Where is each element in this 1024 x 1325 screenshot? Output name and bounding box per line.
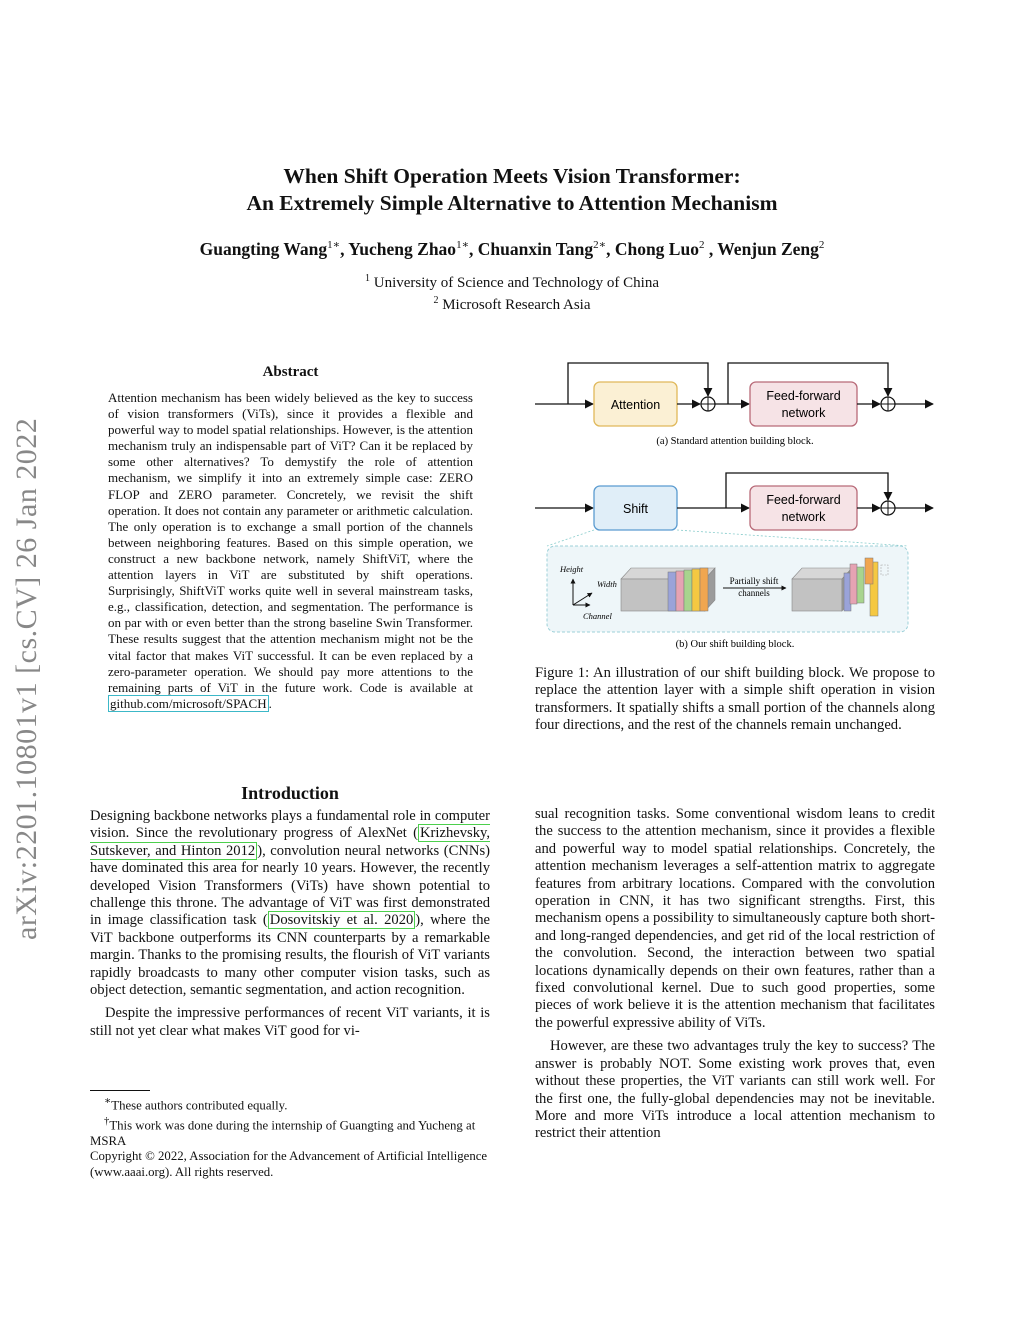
footnote-2-text: This work was done during the internship of Guangting and Yucheng at MSRA	[90, 1118, 476, 1148]
footnote-2-mark: †	[104, 1115, 110, 1127]
author-3: , Chuanxin Tang	[469, 238, 594, 259]
intro-left-column	[90, 808, 490, 1040]
ffn-a-line2: network	[781, 406, 826, 420]
author-2-sup: 1∗	[456, 239, 470, 251]
affiliations	[0, 270, 1024, 314]
author-1: Guangting Wang	[199, 238, 328, 259]
zoom-line-left	[547, 530, 594, 546]
caption-a: (a) Standard attention building block.	[656, 436, 814, 447]
author-list	[0, 238, 1024, 260]
channel-label: Channel	[583, 611, 612, 621]
copyright-notice: Copyright © 2022, Association for the Advancement of Artificial Intelligence (www.aaai.org). All rights reserved.	[90, 1149, 488, 1179]
ffn-b-line2: network	[781, 510, 826, 524]
footnote-rule	[90, 1090, 150, 1091]
partial-shift-line1: Partially shift	[729, 576, 779, 586]
author-4-sup: 2	[698, 239, 705, 251]
affiliation-2-name: Microsoft Research Asia	[438, 297, 591, 313]
ffn-a-line1: Feed-forward	[766, 389, 841, 403]
abstract-end: .	[268, 695, 272, 711]
shifted-slice-5	[865, 558, 873, 584]
right-paragraph-1: sual recognition tasks. Some conventional wisdom leans to credit the success to the attention mechanism, since it provides a flexible and powerful way to model spatial relationships. Concretely, the attention mechanism leverages a self-attention matrix to aggregate features from arbitrary locations. Compared with the convolution operation in CNN, it has two significant strengths. First, this mechanism opens a possibility to simultaneously capture both short- and long-ranged dependencies, and get rid of the local restriction of the convolution. Second, the interaction between two spatial locations dynamically depends on their own features, rather than a fixed convolutional kernel. Due to such good properties, some pieces of work believe it is the attention mechanism that facilitates the powerful expressive ability of ViTs.	[535, 806, 935, 1031]
introduction-heading: Introduction	[241, 783, 339, 803]
intro-p1-part-b: ), convolution neural networks (CNNs) have dominated this area for nearly 10 years. However, the recently developed Vision Transformers (ViTs) have shown potential to challenge this throne. The advantage of ViT was first demonstrated in image classification task (	[90, 842, 490, 929]
width-label: Width	[597, 579, 617, 589]
figure-1-caption: Figure 1: An illustration of our shift building block. We propose to replace the attention layer with a simple shift operation in vision transformers. It spatially shifts a small portion of the channels along four directions, and the rest of the channels remain unchanged.	[535, 665, 935, 734]
intro-p1-part-c: ), where the ViT backbone outperforms its CNN counterparts by a remarkable margin. Thanks to the promising results, the flourish of ViT variants rapidly broadcasts to many other computer vision tasks, such as object detection, semantic segmentation, and action recognition.	[90, 912, 490, 999]
shifted-slice-2	[850, 564, 857, 604]
author-1-sup: 1∗	[327, 239, 341, 251]
paper-title	[0, 163, 1024, 217]
abstract-text	[108, 390, 473, 712]
height-label: Height	[560, 564, 584, 574]
author-5: , Wenjun Zeng	[704, 238, 819, 259]
abstract-heading: Abstract	[262, 364, 319, 380]
shift-block	[535, 473, 933, 650]
footnote-1-text: These authors contributed equally.	[111, 1098, 288, 1113]
author-4: , Chong Luo	[606, 238, 699, 259]
channel-slice-4	[692, 569, 700, 611]
channel-slice-1	[668, 572, 676, 611]
affiliation-1-name: University of Science and Technology of China	[369, 275, 660, 291]
author-2: , Yucheng Zhao	[340, 238, 457, 259]
footnote-1	[90, 1094, 490, 1114]
shifted-slice-3	[857, 567, 864, 603]
citation-krizhevsky[interactable]: Krizhevsky, Sutskever, and Hinton 2012	[90, 825, 490, 859]
figure-1-diagram	[530, 355, 940, 655]
input-tensor	[621, 568, 715, 611]
affiliation-2	[0, 292, 1024, 314]
ffn-b-line1: Feed-forward	[766, 493, 841, 507]
affiliation-2-sup: 2	[433, 295, 439, 306]
shift-label: Shift	[622, 502, 649, 516]
partial-shift-line2: channels	[738, 588, 770, 598]
code-link[interactable]: github.com/microsoft/SPACH	[110, 695, 267, 711]
standard-block	[535, 363, 933, 447]
author-5-sup: 2	[818, 239, 825, 251]
affiliation-1-sup: 1	[364, 273, 370, 284]
intro-paragraph-1	[90, 808, 490, 999]
zoom-line-right	[677, 530, 908, 546]
author-3-sup: 2∗	[593, 239, 607, 251]
title-line-2: An Extremely Simple Alternative to Attention Mechanism	[246, 191, 778, 215]
footnote-2	[90, 1114, 490, 1149]
arxiv-stamp: arXiv:2201.10801v1 [cs.CV] 26 Jan 2022	[10, 417, 43, 940]
abstract-body: Attention mechanism has been widely believed as the key to success of vision transformers (ViTs), since it provides a flexible and powerful way to model spatial relationships. However, is the attention mechanism truly an indispensable part of ViT? Can it be replaced by some other alternatives? To demystify the role of attention mechanism, we simplify it into an extremely simple case: ZERO FLOP and ZERO parameter. Concretely, we revisit the shift operation. It does not contain any parameter or arithmetic calculation. The only operation is to exchange a small portion of the channels between neighboring features. Based on this simple operation, we construct a new backbone network, namely ShiftViT, where the attention layers in ViT are substituted by shift operations. Surprisingly, ShiftViT works quite well in several mainstream tasks, e.g., classification, detection, and segmentation. The performance is on par with or even better than the strong baseline Swin Transformer. These results suggest that the attention mechanism might not be the vital factor that makes ViT successful. It can be even replaced by a zero-parameter operation. We should pay more attentions to the remaining parts of ViT in the future work. Code is available at	[108, 390, 473, 695]
intro-p1-part-a: Designing backbone networks plays a fundamental role in computer vision. Since the revolutionary progress of AlexNet (	[90, 808, 490, 842]
footnotes	[90, 1090, 490, 1180]
affiliation-1	[0, 270, 1024, 292]
footnote-1-mark: ∗	[104, 1096, 112, 1107]
channel-slice-3	[684, 570, 692, 611]
title-line-1: When Shift Operation Meets Vision Transformer:	[283, 164, 741, 188]
caption-b: (b) Our shift building block.	[675, 639, 795, 650]
intro-paragraph-2: Despite the impressive performances of recent ViT variants, it is still not yet clear what makes ViT good for vi-	[90, 1005, 490, 1039]
right-paragraph-2: However, are these two advantages truly the key to success? The answer is probably NOT. Some existing work proves that, even without these properties, the ViT variants can still work well. For the first one, the fully-global dependencies may not be inevitable. More and more ViTs introduce a local attention mechanism to restrict their attention	[535, 1038, 935, 1142]
intro-right-column	[535, 806, 935, 1143]
citation-dosovitskiy[interactable]: Dosovitskiy et al. 2020	[269, 912, 414, 929]
channel-slice-5	[700, 568, 708, 611]
channel-slice-2	[676, 571, 684, 611]
attention-label: Attention	[610, 398, 661, 412]
